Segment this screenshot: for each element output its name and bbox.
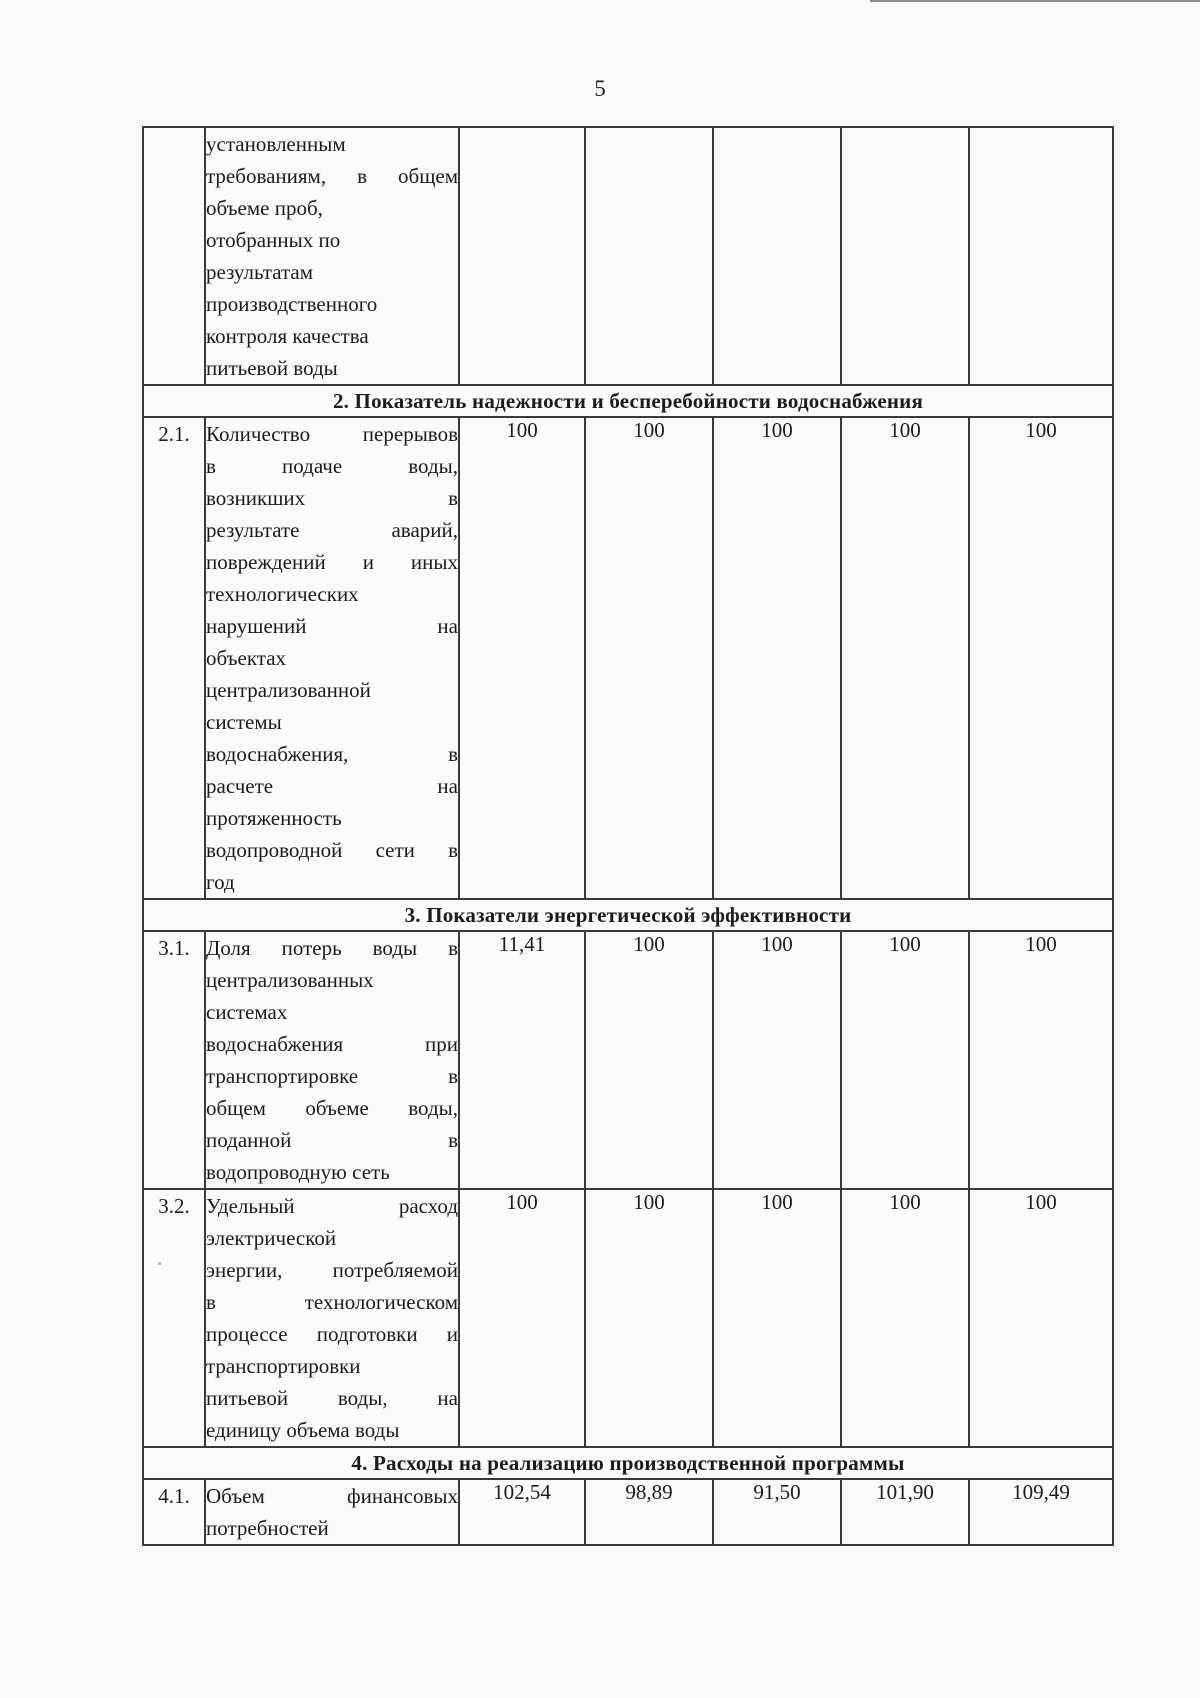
label-line: возникших в	[206, 486, 458, 510]
value-cell	[713, 127, 841, 385]
label-line: объеме проб,	[206, 196, 323, 220]
section-header-row	[143, 385, 1113, 417]
table-row-4-1	[143, 1479, 1113, 1545]
value-cell: 100	[585, 417, 713, 899]
value-cell	[585, 127, 713, 385]
label-line: централизованной	[206, 678, 371, 702]
value-cell: 91,50	[713, 1479, 841, 1545]
label-line: энергии, потребляемой	[206, 1258, 458, 1282]
label-line: транспортировки	[206, 1354, 361, 1378]
row-number-cell: 3.2.	[143, 1189, 205, 1447]
value-cell: 100	[969, 417, 1113, 899]
label-line: Доля потерь воды в	[206, 936, 458, 960]
label-line: установленным	[206, 132, 346, 156]
scan-speck	[158, 1262, 161, 1265]
value-cell: 102,54	[459, 1479, 585, 1545]
value-cell: 100	[713, 417, 841, 899]
indicator-label	[205, 1189, 459, 1447]
label-line: объектах	[206, 646, 287, 670]
value-cell: 98,89	[585, 1479, 713, 1545]
table-row-3-2	[143, 1189, 1113, 1447]
label-line: протяженность	[206, 806, 342, 830]
value-cell: 100	[969, 931, 1113, 1189]
label-line: расчете на	[206, 774, 458, 798]
value-cell	[459, 127, 585, 385]
section-2-title: 2. Показатель надежности и бесперебойности водоснабжения	[143, 385, 1113, 417]
scan-edge-line	[870, 0, 1200, 2]
label-line: отобранных по	[206, 228, 341, 252]
row-number-cell: 4.1.	[143, 1479, 205, 1545]
section-3-title: 3. Показатели энергетической эффективности	[143, 899, 1113, 931]
label-line: водопроводную сеть	[206, 1160, 390, 1184]
value-cell: 100	[713, 1189, 841, 1447]
value-cell: 101,90	[841, 1479, 969, 1545]
label-line: процессе подготовки и	[206, 1322, 458, 1346]
value-cell: 100	[841, 417, 969, 899]
table-row-2-1	[143, 417, 1113, 899]
value-cell: 100	[713, 931, 841, 1189]
indicator-label	[205, 931, 459, 1189]
value-cell	[841, 127, 969, 385]
label-line: производственного	[206, 292, 378, 316]
value-cell: 100	[585, 931, 713, 1189]
indicator-label	[205, 127, 459, 385]
value-cell: 109,49	[969, 1479, 1113, 1545]
label-line: питьевой воды	[206, 356, 338, 380]
label-line: результатам	[206, 260, 314, 284]
label-line: требованиям, в общем	[206, 164, 458, 188]
label-line: результате аварий,	[206, 518, 458, 542]
label-line: год	[206, 870, 235, 894]
label-line: системы	[206, 710, 282, 734]
value-cell: 100	[969, 1189, 1113, 1447]
section-header-row	[143, 1447, 1113, 1479]
indicator-label	[205, 417, 459, 899]
section-header-row	[143, 899, 1113, 931]
indicators-table	[142, 126, 1114, 1546]
label-line: в технологическом	[206, 1290, 458, 1314]
row-number-cell: 2.1.	[143, 417, 205, 899]
value-cell: 100	[459, 1189, 585, 1447]
row-number-cell: 3.1.	[143, 931, 205, 1189]
label-line: системах	[206, 1000, 288, 1024]
table-row-3-1	[143, 931, 1113, 1189]
value-cell: 100	[841, 931, 969, 1189]
label-line: единицу объема воды	[206, 1418, 400, 1442]
label-line: контроля качества	[206, 324, 369, 348]
label-line: водоснабжения, в	[206, 742, 458, 766]
label-line: Объем финансовых	[206, 1484, 458, 1508]
label-line: электрической	[206, 1226, 337, 1250]
table-row-continued	[143, 127, 1113, 385]
page-number: 5	[594, 76, 606, 101]
label-line: питьевой воды, на	[206, 1386, 458, 1410]
label-line: повреждений и иных	[206, 550, 458, 574]
label-line: водопроводной сети в	[206, 838, 458, 862]
label-line: нарушений на	[206, 614, 458, 638]
label-line: Удельный расход	[206, 1194, 458, 1218]
value-cell: 11,41	[459, 931, 585, 1189]
label-line: Количество перерывов	[206, 422, 458, 446]
label-line: централизованных	[206, 968, 374, 992]
label-line: водоснабжения при	[206, 1032, 458, 1056]
label-line: технологических	[206, 582, 359, 606]
label-line: транспортировке в	[206, 1064, 458, 1088]
label-line: поданной в	[206, 1128, 458, 1152]
value-cell	[969, 127, 1113, 385]
value-cell: 100	[459, 417, 585, 899]
value-cell: 100	[841, 1189, 969, 1447]
section-4-title: 4. Расходы на реализацию производственной программы	[143, 1447, 1113, 1479]
indicator-label	[205, 1479, 459, 1545]
row-number-cell	[143, 127, 205, 385]
label-line: потребностей	[206, 1516, 329, 1540]
value-cell: 100	[585, 1189, 713, 1447]
label-line: общем объеме воды,	[206, 1096, 458, 1120]
label-line: в подаче воды,	[206, 454, 458, 478]
